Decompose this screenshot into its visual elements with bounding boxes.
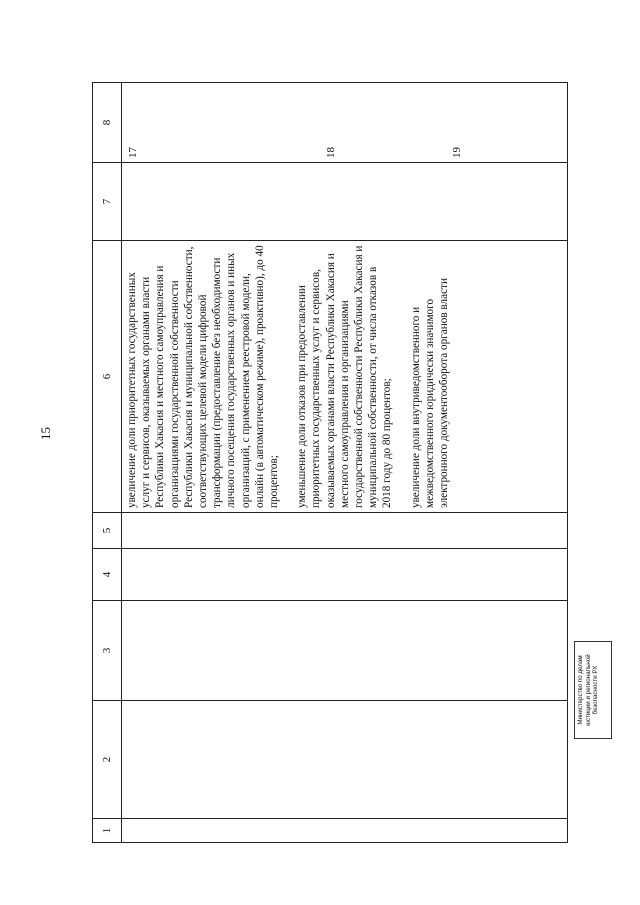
indicator-entry-19: увеличение доли внутриведомственного и межведомственного юридически значимого электронного документооборота органов власти <box>409 278 451 508</box>
header-col-3: 3 <box>93 601 122 701</box>
rotated-table-container <box>92 83 576 843</box>
cell-col-5 <box>122 513 568 549</box>
cell-col-4 <box>122 549 568 601</box>
header-col-6: 6 <box>93 241 122 513</box>
indicator-entry-17: увеличение доли приоритетных государственных услуг и сервисов, оказываемых органами власти Республики Хакасия и местного самоуправления и организациями государственной собственности Республики Хакасия и муниципальной собственности, соответствующих целевой модели цифровой трансформации (предоставление без необходимости личного посещения государственных органов и иных организаций, с применением реестровой модели, онлайн (в автоматическом режиме), проактивно), до 40 процентов; <box>126 245 281 508</box>
table-row <box>122 83 568 843</box>
cell-col-1 <box>122 819 568 843</box>
cell-col-6 <box>122 241 568 513</box>
row-number-19: 19 <box>451 147 463 158</box>
cell-col-8 <box>122 83 568 163</box>
header-col-2: 2 <box>93 701 122 819</box>
cell-col-2 <box>122 701 568 819</box>
header-col-7: 7 <box>93 163 122 241</box>
document-table <box>92 82 568 843</box>
indicator-list <box>122 241 454 512</box>
table-header-row <box>93 83 122 843</box>
page-number: 15 <box>38 427 53 440</box>
header-col-8: 8 <box>93 83 122 163</box>
indicator-entry-18: уменьшение доли отказов при предоставлении приоритетных государственных услуг и сервисов, оказываемых органами власти Республики Хакасия и местного самоуправления и организациями государственной собственности Республики Хакасия и муниципальной собственности, от числа отказов в 2018 году до 80 процентов; <box>296 245 394 508</box>
header-col-4: 4 <box>93 549 122 601</box>
row-number-17: 17 <box>127 147 139 158</box>
ministry-stamp: Министерство по делам юстиции и региональной безопасности РХ <box>574 641 612 739</box>
cell-col-3 <box>122 601 568 701</box>
cell-col-7 <box>122 163 568 241</box>
header-col-1: 1 <box>93 819 122 843</box>
header-col-5: 5 <box>93 513 122 549</box>
row-number-18: 18 <box>325 147 337 158</box>
